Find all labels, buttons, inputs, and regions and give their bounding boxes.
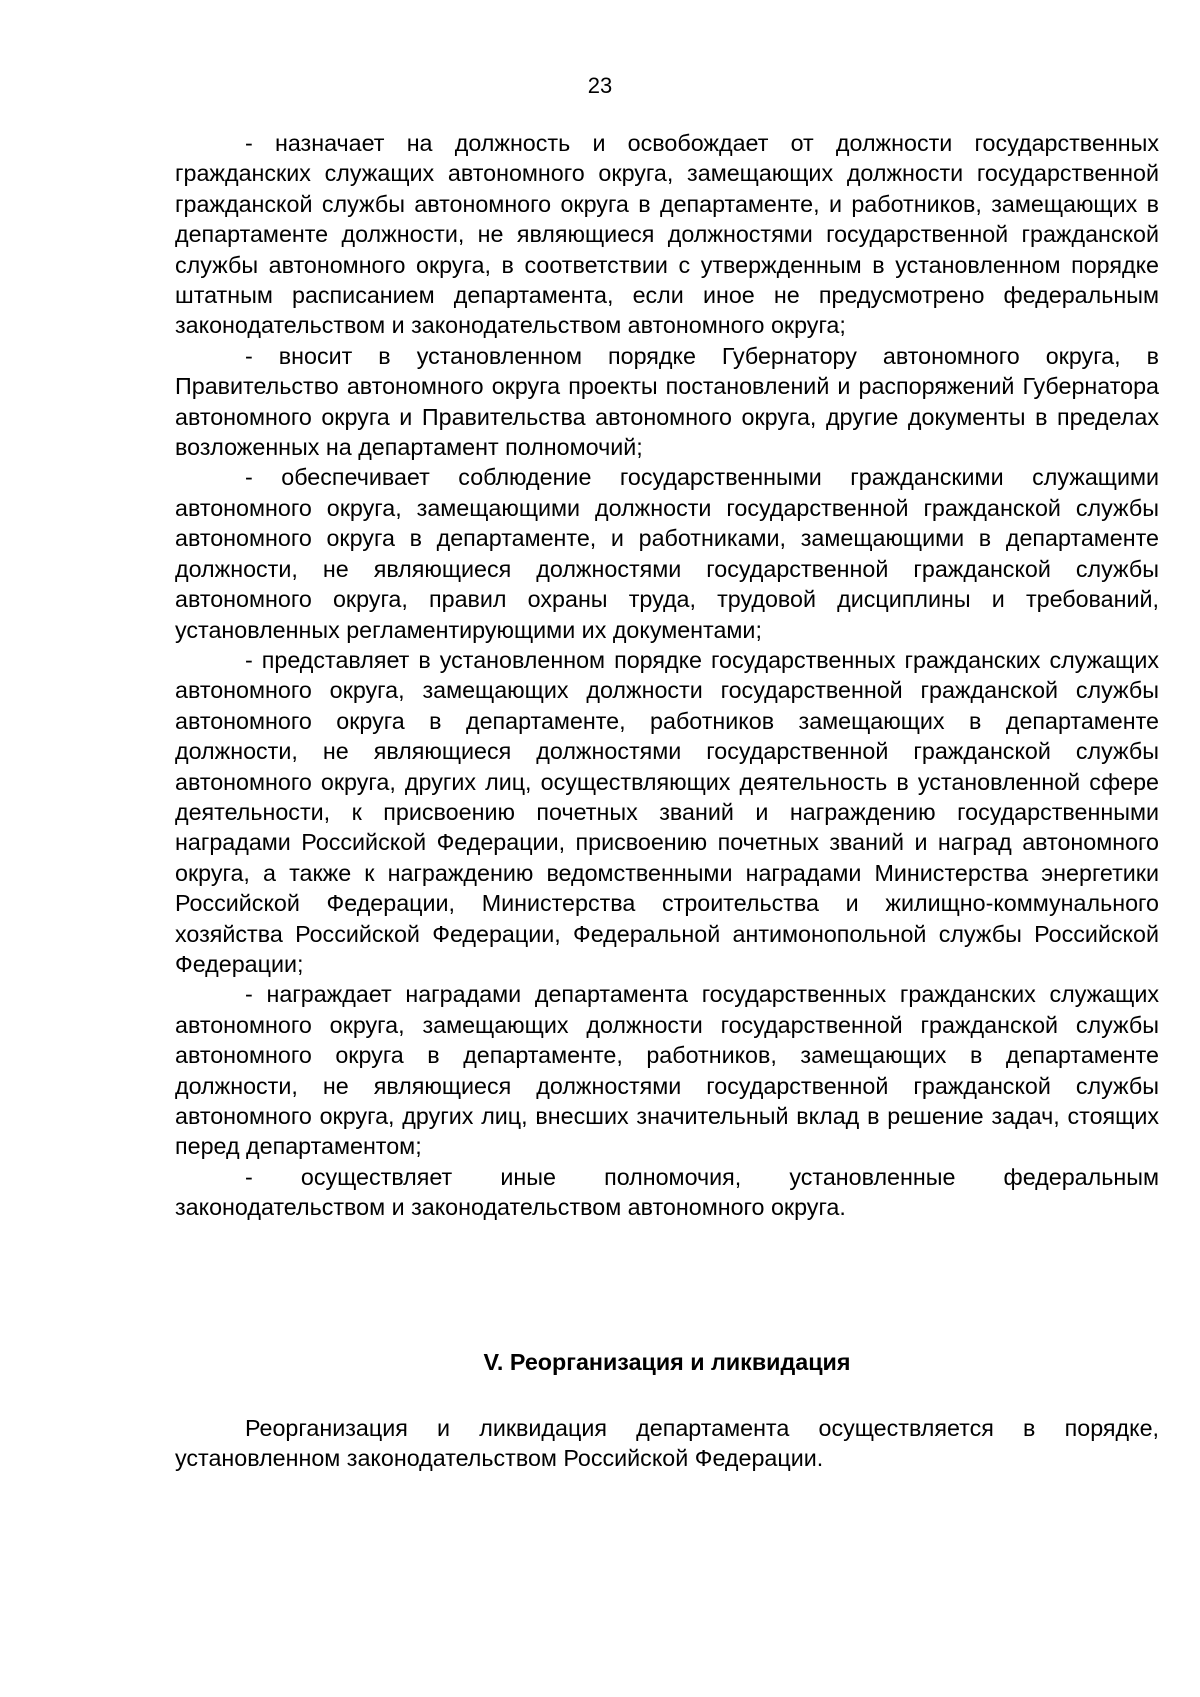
section-paragraph: Реорганизация и ликвидация департамента осуществляется в порядке, установленном законодательством Российской Федерации.	[175, 1415, 1159, 1472]
paragraph-department-awards: - награждает наградами департамента государственных гражданских служащих автономного округа, замещающих должности государственной гражданской службы автономного округа в департаменте, работников, замещающих в департаменте должности, не являющиеся должностями государственной гражданской службы автономного округа, других лиц, внесших значительный вклад в решение задач, стоящих перед департаментом;	[175, 981, 1159, 1160]
paragraph-submits-drafts: - вносит в установленном порядке Губернатору автономного округа, в Правительство автономного округа проекты постановлений и распоряжений Губернатора автономного округа и Правительства автономного округа, другие документы в пределах возложенных на департамент полномочий;	[175, 342, 1159, 461]
section-text-block	[175, 1413, 1159, 1474]
paragraph-other-powers: - осуществляет иные полномочия, установленные федеральным законодательством и законодательством автономного округа.	[175, 1163, 1159, 1221]
paragraph-appoints-dismisses: - назначает на должность и освобождает от должности государственных гражданских служащих автономного округа, замещающих должности государственной гражданской службы автономного округа в департаменте, и работников, замещающих в департаменте должности, не являющиеся должностями государственной гражданской службы автономного округа, в соответствии с утвержденным в установленном порядке штатным расписанием департамента, если иное не предусмотрено федеральным законодательством и законодательством автономного округа;	[175, 130, 1159, 339]
page-number: 23	[587, 73, 613, 98]
section-heading: V. Реорганизация и ликвидация	[483, 1349, 851, 1375]
paragraph-labor-safety: - обеспечивает соблюдение государственными гражданскими служащими автономного округа, замещающими должности государственной гражданской службы автономного округа в департаменте, и работниками, замещающими в департаменте должности, не являющиеся должностями государственной гражданской службы автономного округа, правил охраны труда, трудовой дисциплины и требований, установленных регламентирующими их документами;	[175, 464, 1159, 643]
paragraph-awards-nomination: - представляет в установленном порядке государственных гражданских служащих автономного округа, замещающих должности государственной гражданской службы автономного округа в департаменте, работников замещающих в департаменте должности, не являющиеся должностями государственной гражданской службы автономного округа, других лиц, осуществляющих деятельность в установленной сфере деятельности, к присвоению почетных званий и награждению государственными наградами Российской Федерации, присвоению почетных званий и наград автономного округа, а также к награждению ведомственными наградами Министерства энергетики Российской Федерации, Министерства строительства и жилищно-коммунального хозяйства Российской Федерации, Федеральной антимонопольной службы Российской Федерации;	[175, 646, 1159, 977]
body-text	[175, 128, 1159, 1223]
